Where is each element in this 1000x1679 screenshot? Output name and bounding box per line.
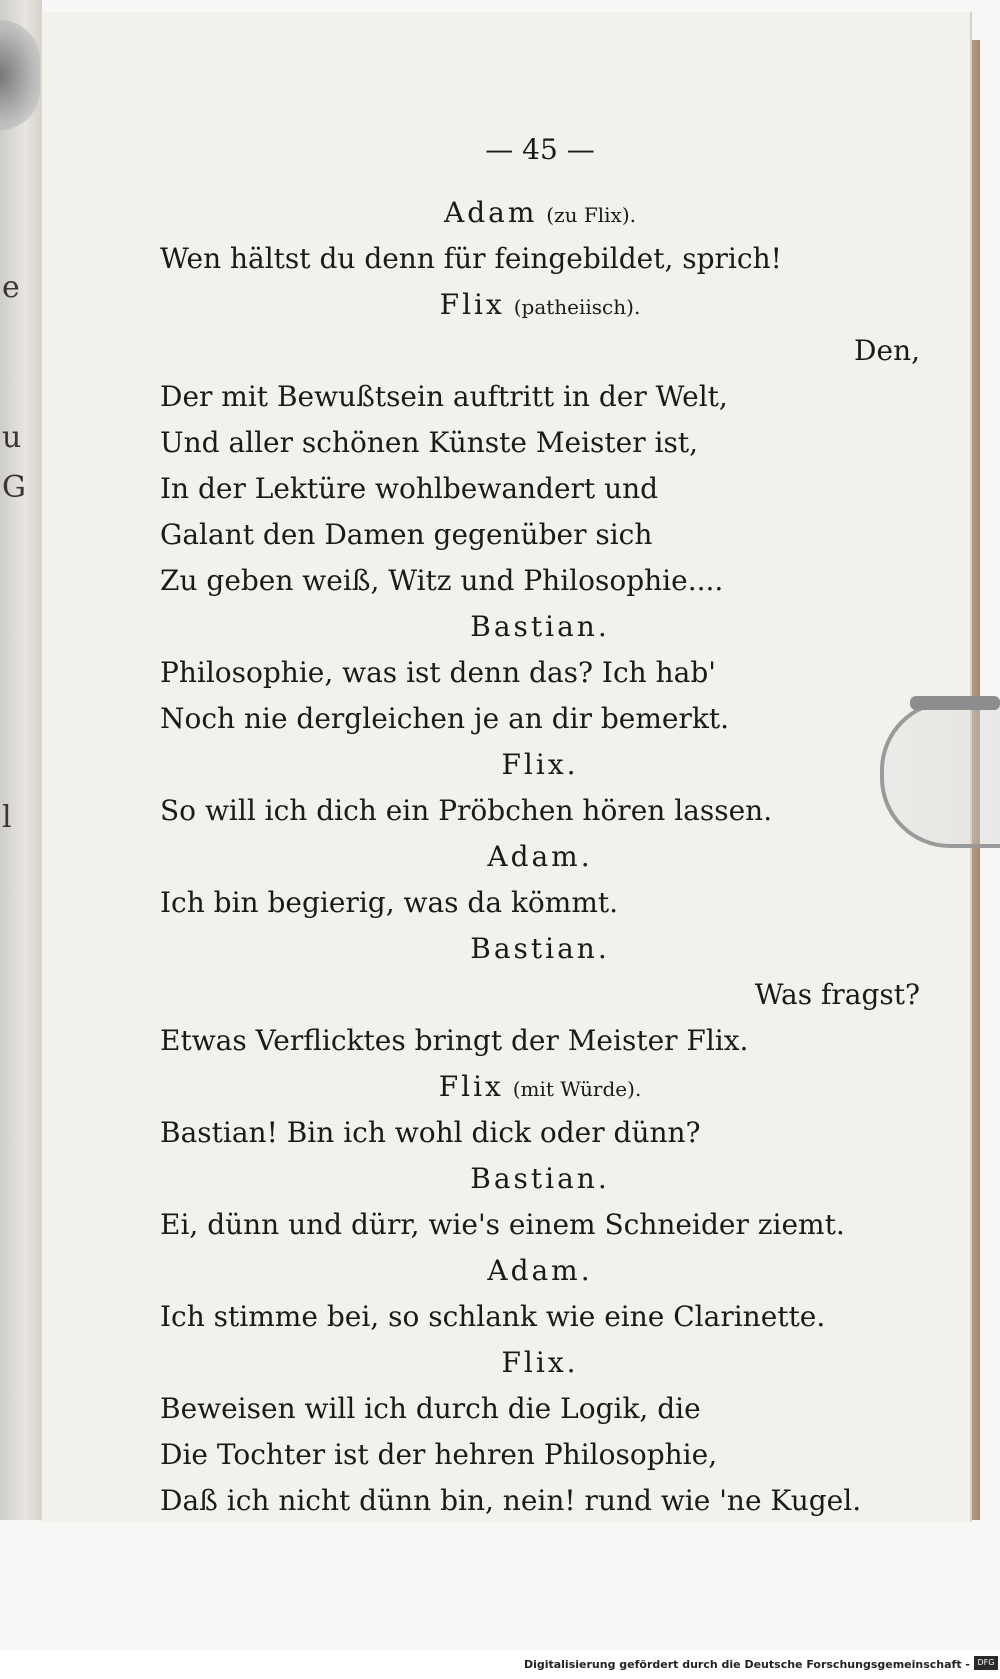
stage-direction: (mit Würde).	[512, 1077, 642, 1101]
speaker-name: Adam	[444, 196, 538, 229]
page-clip-bar	[910, 696, 1000, 710]
speaker-name: Adam.	[487, 840, 593, 873]
speaker-heading	[160, 742, 920, 788]
speaker-heading	[160, 282, 920, 328]
verse-line: In der Lektüre wohlbewandert und	[160, 472, 659, 505]
verse-line: Ich stimme bei, so schlank wie eine Clarinette.	[160, 1300, 826, 1333]
verse-lines	[160, 190, 920, 1524]
footer	[0, 1650, 1000, 1679]
verse-line: Den,	[854, 334, 920, 367]
verse-line: Daß ich nicht dünn bin, nein! rund wie 'ne Kugel.	[160, 1484, 862, 1517]
speaker-name: Flix	[439, 288, 505, 321]
left-page-letter: e	[2, 270, 20, 305]
binding-shadow	[0, 20, 40, 130]
stage-direction: (patheiisch).	[513, 295, 641, 319]
dfg-logo: DFG	[974, 1656, 998, 1670]
left-page-edge	[0, 0, 42, 1520]
speaker-name: Adam.	[487, 1254, 593, 1287]
verse-line: Galant den Damen gegenüber sich	[160, 518, 653, 551]
stage-direction: (zu Flix).	[546, 203, 636, 227]
verse-line: Beweisen will ich durch die Logik, die	[160, 1392, 701, 1425]
speaker-name: Bastian.	[470, 1162, 610, 1195]
speaker-name: Bastian.	[470, 932, 610, 965]
speaker-name: Flix.	[501, 748, 579, 781]
speaker-heading	[160, 604, 920, 650]
speaker-heading	[160, 926, 920, 972]
verse-line: Und aller schönen Künste Meister ist,	[160, 426, 699, 459]
speaker-name: Bastian.	[470, 610, 610, 643]
page-number: — 45 —	[485, 133, 595, 166]
left-page-letter: G	[2, 470, 26, 505]
speaker-heading	[160, 1064, 920, 1110]
verse-line: Etwas Verflicktes bringt der Meister Flix.	[160, 1024, 749, 1057]
verse-line: Ich bin begierig, was da kömmt.	[160, 886, 619, 919]
speaker-heading	[160, 834, 920, 880]
footer-text: Digitalisierung gefördert durch die Deutsche Forschungsgemeinschaft -	[523, 1658, 970, 1671]
verse-line: Was fragst?	[754, 978, 920, 1011]
verse-line: Ei, dünn und dürr, wie's einem Schneider ziemt.	[160, 1208, 845, 1241]
verse-line: Bastian! Bin ich wohl dick oder dünn?	[160, 1116, 701, 1149]
speaker-name: Flix.	[501, 1346, 579, 1379]
verse-line: Die Tochter ist der hehren Philosophie,	[160, 1438, 718, 1471]
left-page-letter: l	[2, 800, 12, 835]
verse-line: Noch nie dergleichen je an dir bemerkt.	[160, 702, 729, 735]
speaker-heading	[160, 1248, 920, 1294]
speaker-heading	[160, 190, 920, 236]
speaker-heading	[160, 1156, 920, 1202]
verse-line: So will ich dich ein Pröbchen hören lassen.	[160, 794, 773, 827]
verse-line: Wen hältst du denn für feingebildet, sprich!	[160, 242, 782, 275]
speaker-name: Flix	[438, 1070, 504, 1103]
verse-line: Der mit Bewußtsein auftritt in der Welt,	[160, 380, 728, 413]
left-page-letter: u	[2, 420, 22, 455]
page-text	[160, 120, 920, 1524]
verse-line: Philosophie, was ist denn das? Ich hab'	[160, 656, 716, 689]
verse-line: Zu geben weiß, Witz und Philosophie....	[160, 564, 724, 597]
speaker-heading	[160, 1340, 920, 1386]
